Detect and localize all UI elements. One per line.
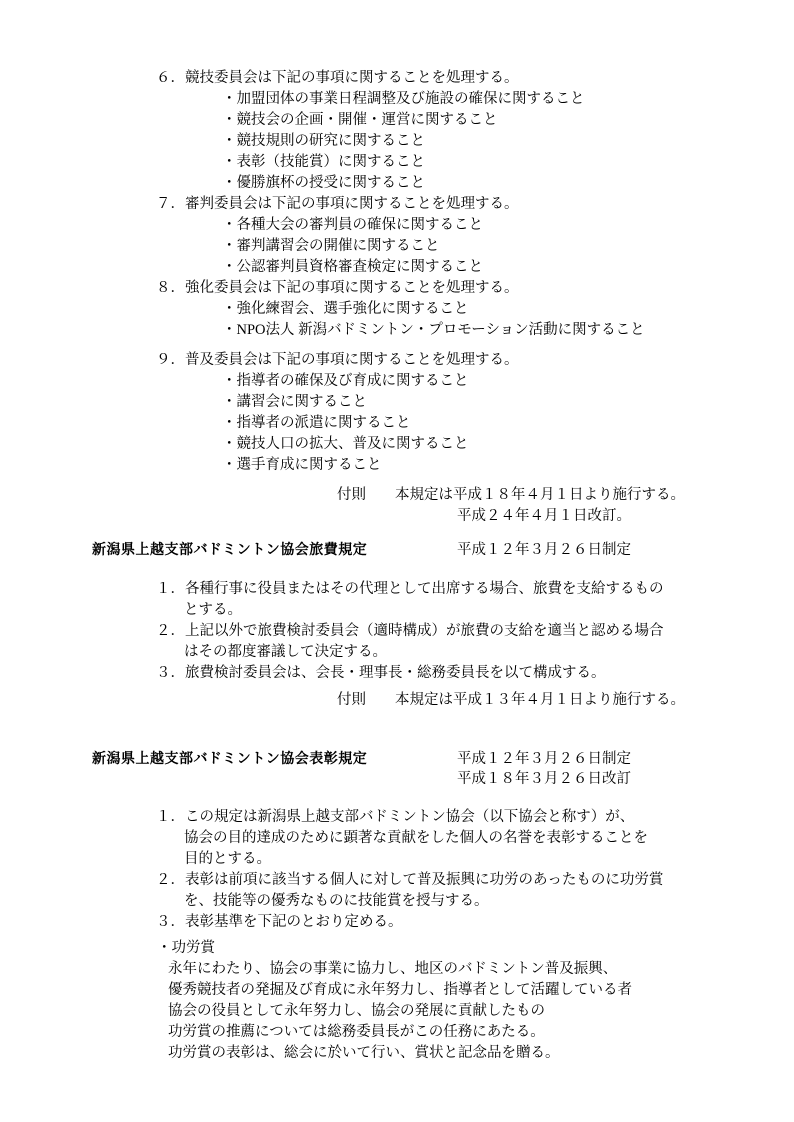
bullet-item: ・競技規則の研究に関すること bbox=[222, 133, 425, 149]
list-item bbox=[0, 663, 794, 684]
spacer bbox=[0, 476, 794, 485]
bullet-item: ・加盟団体の事業日程調整及び施設の確保に関すること bbox=[222, 91, 585, 107]
list-item-number: ３． bbox=[156, 914, 185, 930]
bullet-item: ・審判講習会の開催に関すること bbox=[222, 238, 440, 254]
enactment-date: 平成１２年３月２６日制定 bbox=[457, 542, 631, 558]
supplement-line bbox=[0, 690, 794, 711]
list-item-number: ６． bbox=[156, 70, 185, 86]
kourou-award-line: 協会の役員として永年努力し、協会の発展に貢献したもの bbox=[168, 1003, 545, 1019]
list-item-text: 上記以外で旅費検討委員会（適時構成）が旅費の支給を適当と認める場合 bbox=[185, 623, 664, 639]
revision-date: 平成１８年３月２６日改訂 bbox=[457, 771, 631, 787]
section-heading-row bbox=[0, 539, 794, 560]
spacer bbox=[0, 341, 794, 350]
list-item-text: 表彰基準を下記のとおり定める。 bbox=[185, 914, 403, 930]
list-item-number: １． bbox=[156, 809, 185, 825]
list-item-number: １． bbox=[156, 581, 185, 597]
list-item-text: 表彰は前項に該当する個人に対して普及振興に功労のあったものに功労賞 bbox=[185, 872, 664, 888]
list-item bbox=[0, 278, 794, 299]
list-item bbox=[0, 912, 794, 933]
list-item-text: 競技委員会は下記の事項に関することを処理する。 bbox=[185, 70, 519, 86]
bullet-item: ・NPO法人 新潟バドミントン・プロモーション活動に関すること bbox=[222, 322, 645, 338]
list-item-continuation: とする。 bbox=[184, 602, 242, 618]
spacer bbox=[0, 790, 794, 807]
list-item-continuation: はその都度審議して決定する。 bbox=[184, 644, 387, 660]
list-item-text: 各種行事に役員またはその代理として出席する場合、旅費を支給するもの bbox=[185, 581, 664, 597]
enactment-date: 平成１２年３月２６日制定 bbox=[457, 751, 631, 767]
kourou-award-line: 功労賞の推薦については総務委員長がこの任務にあたる。 bbox=[168, 1024, 545, 1040]
list-item-continuation: 協会の目的達成のために顕著な貢献をした個人の名誉を表彰することを bbox=[184, 830, 648, 846]
list-item-text: 旅費検討委員会は、会長・理事長・総務委員長を以て構成する。 bbox=[185, 665, 606, 681]
bullet-item: ・指導者の確保及び育成に関すること bbox=[222, 373, 469, 389]
list-item-continuation: を、技能等の優秀なものに技能賞を授与する。 bbox=[184, 893, 489, 909]
kourou-award-heading: ・功労賞 bbox=[157, 940, 215, 956]
list-item-text: 普及委員会は下記の事項に関することを処理する。 bbox=[185, 352, 519, 368]
supplement-label: 付則 bbox=[337, 692, 366, 708]
list-item bbox=[0, 68, 794, 89]
list-item-number: ２． bbox=[156, 623, 185, 639]
section-title: 新潟県上越支部バドミントン協会旅費規定 bbox=[92, 541, 368, 557]
supplement-text: 本規定は平成１３年４月１日より施行する。 bbox=[395, 692, 685, 708]
bullet-item: ・競技会の企画・開催・運営に関すること bbox=[222, 112, 498, 128]
spacer bbox=[0, 560, 794, 579]
bullet-item: ・各種大会の審判員の確保に関すること bbox=[222, 217, 483, 233]
supplement-text: 本規定は平成１８年４月１日より施行する。 bbox=[395, 487, 685, 503]
section-heading-row bbox=[0, 748, 794, 769]
list-item-number: ８． bbox=[156, 280, 185, 296]
list-item-text: この規定は新潟県上越支部バドミントン協会（以下協会と称す）が、 bbox=[185, 809, 635, 825]
list-item-number: ９． bbox=[156, 352, 185, 368]
list-item bbox=[0, 194, 794, 215]
list-item bbox=[0, 807, 794, 828]
spacer bbox=[0, 527, 794, 539]
list-item-number: ７． bbox=[156, 196, 185, 212]
bullet-item: ・優勝旗杯の授受に関すること bbox=[222, 175, 425, 191]
list-item bbox=[0, 621, 794, 642]
list-item-number: ２． bbox=[156, 872, 185, 888]
list-item-continuation: 目的とする。 bbox=[184, 851, 271, 867]
list-item-text: 審判委員会は下記の事項に関することを処理する。 bbox=[185, 196, 519, 212]
list-item-text: 強化委員会は下記の事項に関することを処理する。 bbox=[185, 280, 519, 296]
bullet-item: ・講習会に関すること bbox=[222, 394, 367, 410]
bullet-item: ・強化練習会、選手強化に関すること bbox=[222, 301, 469, 317]
list-item-number: ３． bbox=[156, 665, 185, 681]
supplement-line bbox=[0, 485, 794, 506]
list-item bbox=[0, 350, 794, 371]
bullet-item: ・表彰（技能賞）に関すること bbox=[222, 154, 425, 170]
kourou-award-line: 功労賞の表彰は、総会に於いて行い、賞状と記念品を贈る。 bbox=[168, 1045, 560, 1061]
bullet-item: ・公認審判員資格審査検定に関すること bbox=[222, 259, 483, 275]
supplement-label: 付則 bbox=[337, 487, 366, 503]
bullet-item: ・選手育成に関すること bbox=[222, 457, 382, 473]
bullet-item: ・競技人口の拡大、普及に関すること bbox=[222, 436, 469, 452]
list-item bbox=[0, 870, 794, 891]
kourou-award-line: 永年にわたり、協会の事業に協力し、地区のバドミントン普及振興、 bbox=[168, 961, 618, 977]
spacer bbox=[0, 711, 794, 748]
supplement-revision-text: 平成２４年４月１日改訂。 bbox=[457, 508, 631, 524]
list-item bbox=[0, 579, 794, 600]
section-title: 新潟県上越支部バドミントン協会表彰規定 bbox=[92, 750, 368, 766]
bullet-item: ・指導者の派遣に関すること bbox=[222, 415, 411, 431]
kourou-award-line: 優秀競技者の発掘及び育成に永年努力し、指導者として活躍している者 bbox=[168, 982, 632, 998]
